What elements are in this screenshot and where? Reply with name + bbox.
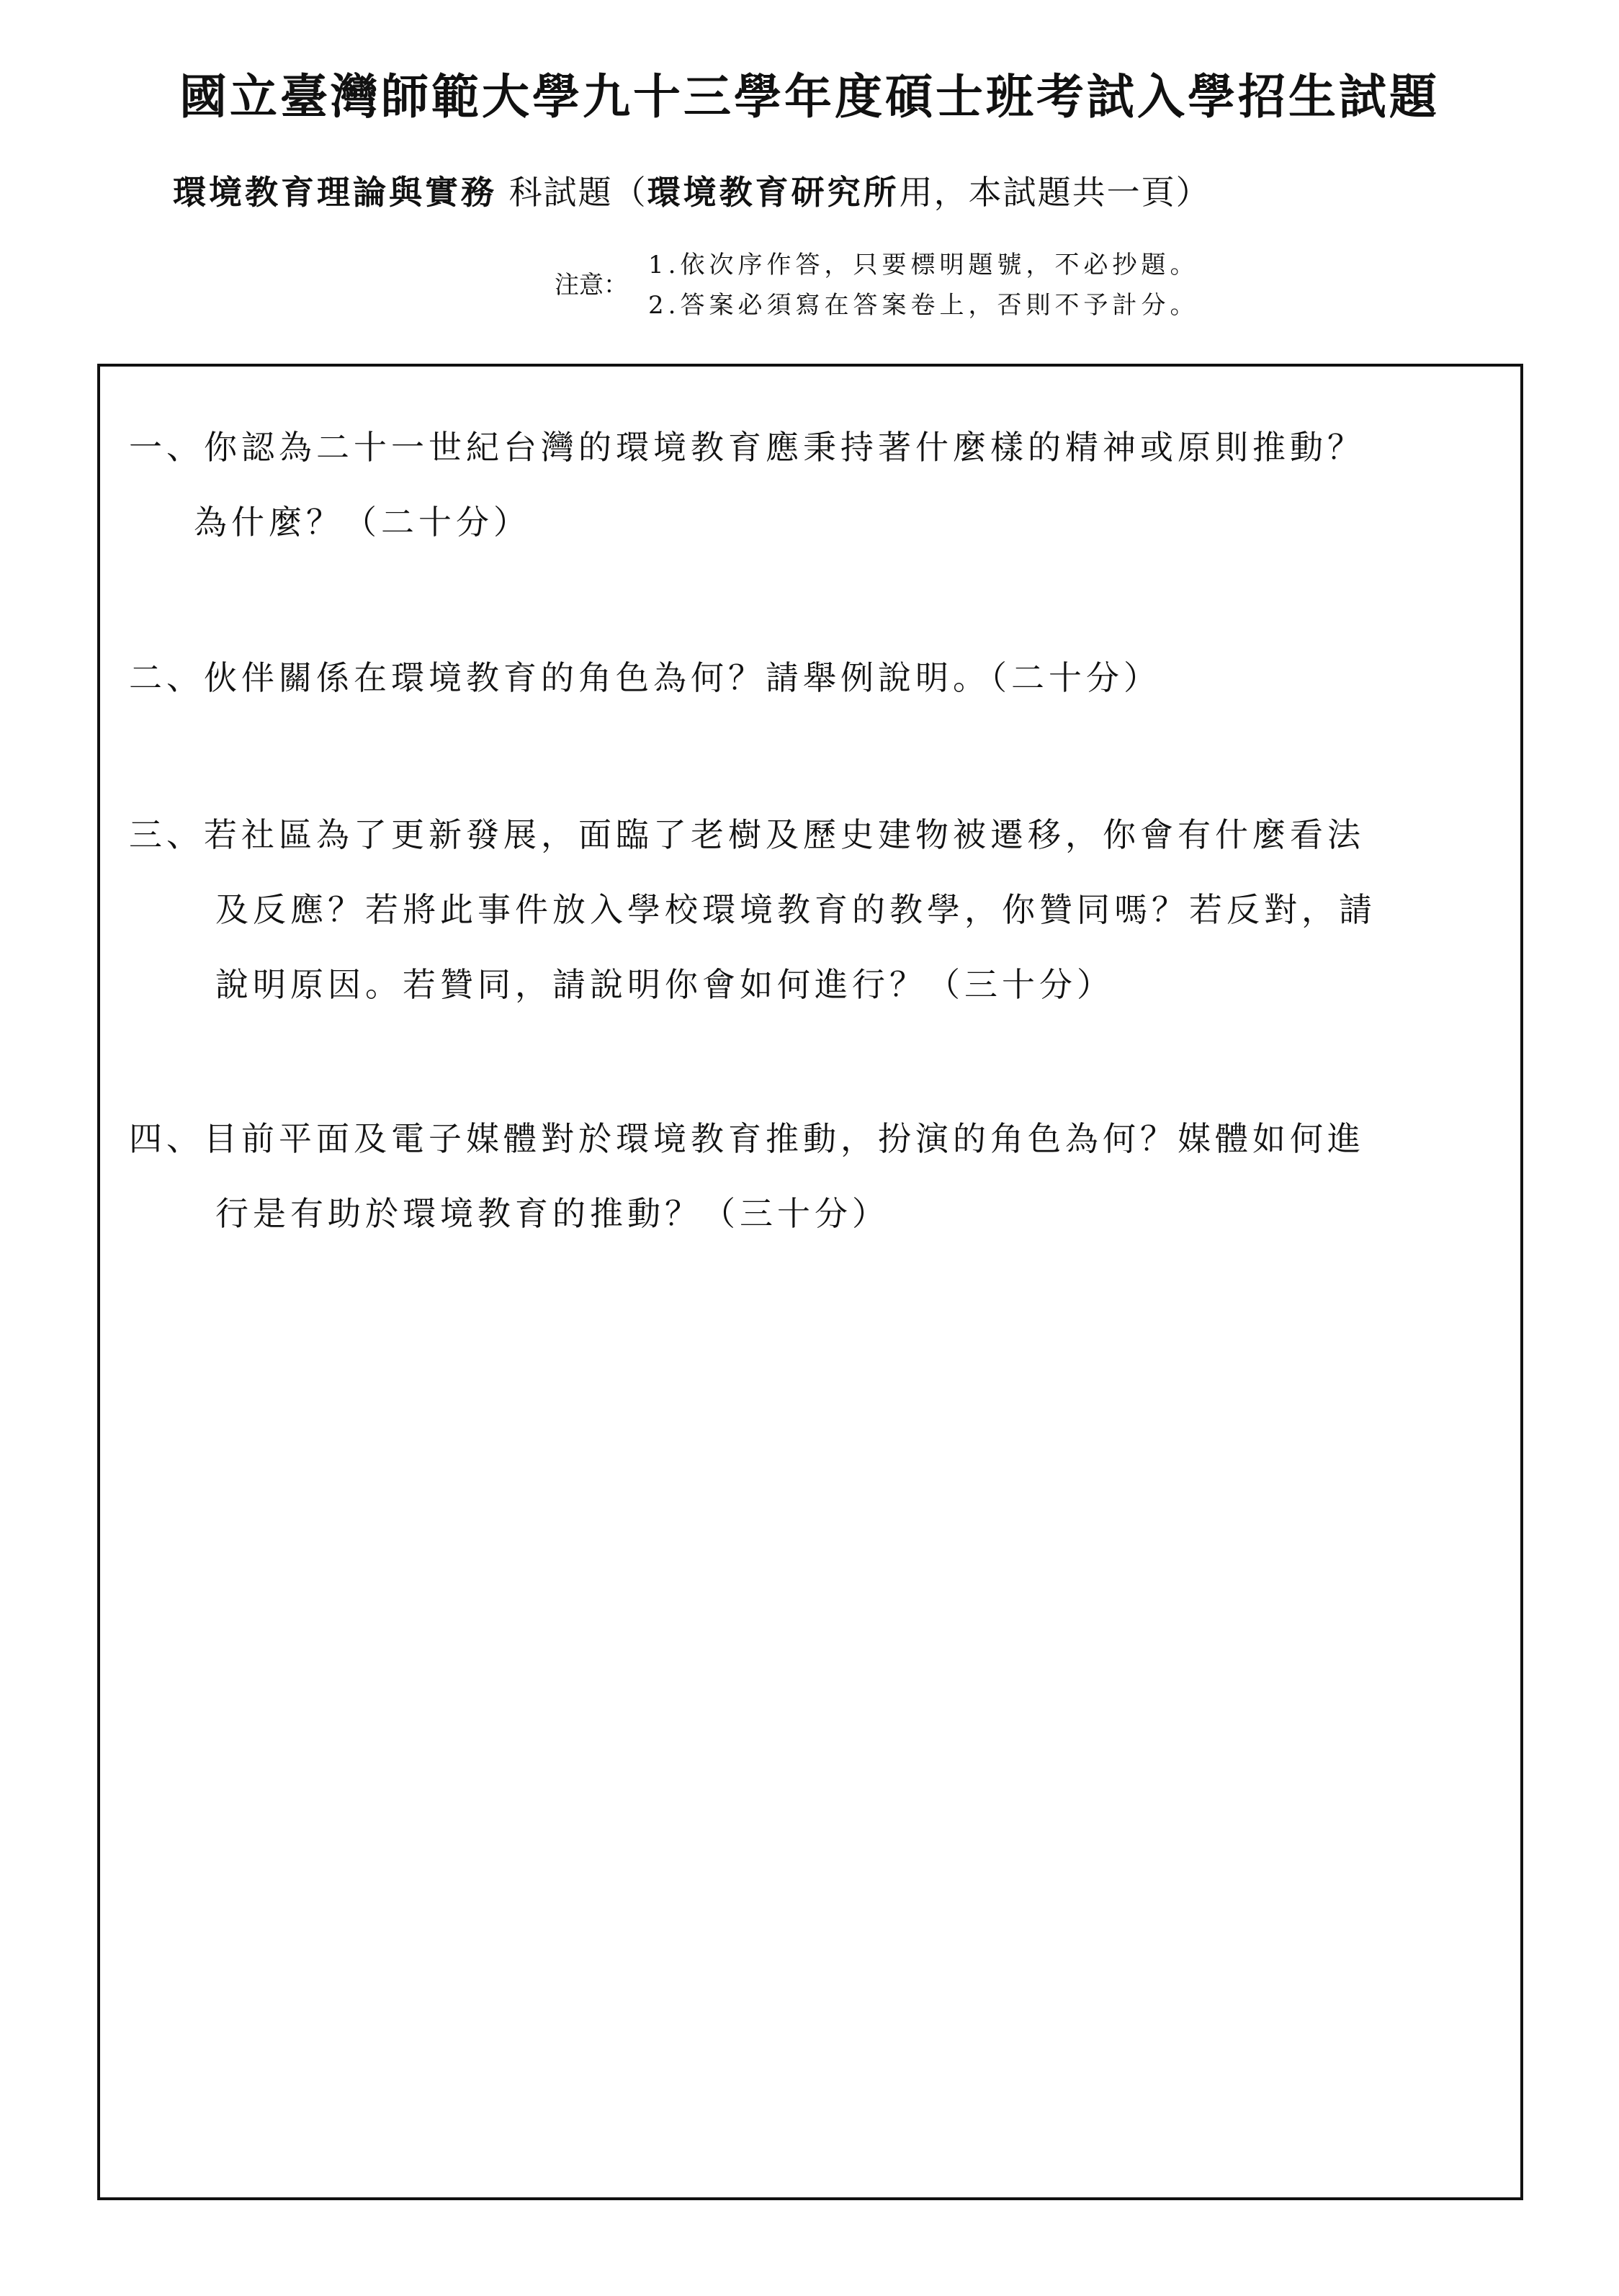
- department-name: 環境教育研究所: [647, 173, 900, 212]
- question-4: [129, 1101, 1504, 1251]
- question-1: [129, 410, 1504, 560]
- question-line: 四、目前平面及電子媒體對於環境教育推動，扮演的角色為何？媒體如何進: [129, 1119, 1365, 1158]
- exam-subtitle: [173, 167, 1211, 218]
- question-line: 為什麼？（二十分）: [194, 503, 531, 542]
- notice-label: 注意：: [555, 271, 628, 300]
- question-line: 及反應？若將此事件放入學校環境教育的教學，你贊同嗎？若反對，請: [215, 890, 1376, 929]
- question-3: [129, 797, 1504, 1022]
- question-line: 說明原因。若贊同，請說明你會如何進行？（三十分）: [215, 965, 1114, 1004]
- subject-suffix: 科試題（: [497, 173, 647, 212]
- notice-list: [648, 245, 1198, 326]
- subject-name: 環境教育理論與實務: [173, 173, 497, 212]
- question-line: 一、你認為二十一世紀台灣的環境教育應秉持著什麼樣的精神或原則推動？: [129, 428, 1365, 467]
- question-2: [129, 640, 1504, 715]
- question-line: 三、若社區為了更新發展，面臨了老樹及歷史建物被遷移，你會有什麼看法: [129, 815, 1365, 854]
- question-line: 行是有助於環境教育的推動？（三十分）: [215, 1194, 889, 1233]
- question-box: [97, 364, 1523, 2200]
- question-line: 二、伙伴關係在環境教育的角色為何？請舉例說明。（二十分）: [129, 658, 1161, 697]
- notice-item: 1.依次序作答，只要標明題號，不必抄題。: [648, 251, 1199, 279]
- notice-item: 2.答案必須寫在答案卷上，否則不予計分。: [648, 291, 1199, 320]
- department-suffix: 用，本試題共一頁）: [899, 173, 1211, 212]
- exam-title: 國立臺灣師範大學九十三學年度碩士班考試入學招生試題: [179, 69, 1440, 125]
